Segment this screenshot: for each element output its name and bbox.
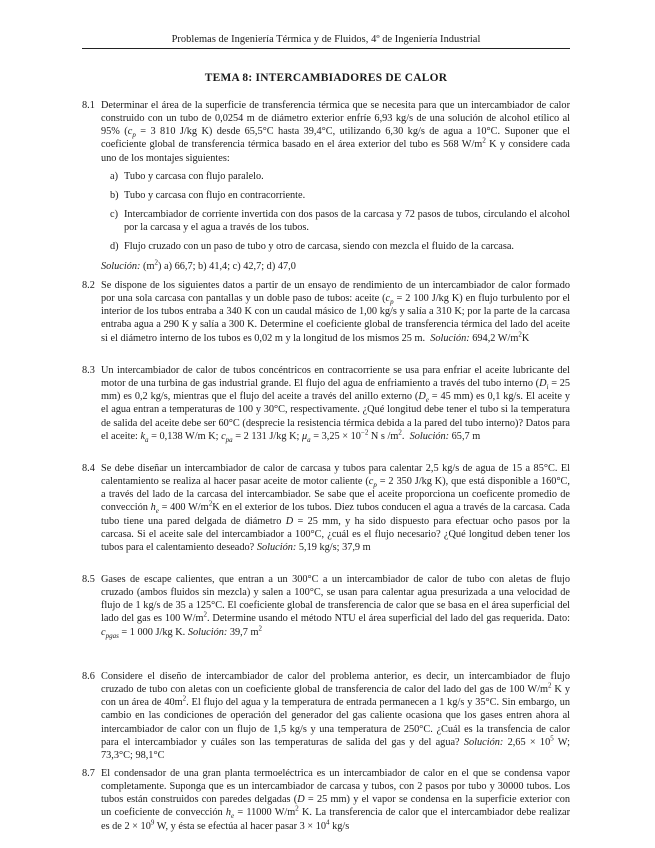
- sub-item: b) Tubo y carcasa con flujo en contracorriente.: [110, 189, 306, 201]
- problem-statement: Determinar el área de la superficie de transferencia térmica que se necesita para que un intercambiador de calor construido con un tubo de 0,0254 m de diámetro exterior enfríe 6,93 kg/s de una solución de alcohol etílico al 95% ($c_p = 3$ 810 J/kg K) desde 65,5°C hasta 39,4°C, utilizando 6,30 kg/s de agua a 10°C. Suponer que el coeficiente global de transferencia térmica basado en el área exterior del tubo es 568 $W/m^2$ K y considere cada uno de los montajes siguientes:: [101, 100, 570, 164]
- problem-number: 8.5: [82, 574, 95, 585]
- problem-8-1: [82, 99, 570, 273]
- page-header: Problemas de Ingeniería Térmica y de Fluidos, 4º de Ingeniería Industrial: [171, 34, 481, 45]
- problem-statement: Considere el diseño de intercambiador de calor del problema anterior, es decir, un intercambiador de flujo cruzado de tubo con aletas con un coeficiente global de transferencia de calor del lado del gas de 100 $W/m^2$ K y con un área de $40m^2$. El flujo del agua y la temperatura de entrada permanecen a 1 kg/s y 35°C. Sin embargo, un cambio en las condiciones de operación del generador del gas caliente ocasiona que los gases entren ahora al intercambiador de calor con un flujo de 1,5 kg/s y una temperatura de 250°C. ¿Cuál es la transfencia de calor para el intercambiador y cuáles son las temperaturas de salida del gas y del agua? Solución: $2,65 \times 10^5$ W; 73,3°C; 98,1°C: [101, 671, 570, 761]
- problem-statement: Se dispone de los siguientes datos a partir de un ensayo de rendimiento de un intercambiador de calor formado por una sola carcasa con pantallas y un doble paso de tubos: aceite ($c_p = 2$ 100 J/kg K) en flujo turbulento por el interior de los tubos entraba a 340 K con un caudal másico de 1,00 kg/s y salía a 310 K; por la parte de la carcasa entraba agua a 290 K y salía a 300 K. Determine el coeficiente global de transferencia térmica del lado del aceite si el diámetro interno de los tubos es 0,02 m y la longitud de los mismos 25 m. Solución: 694,2 $W/m^2K$: [101, 280, 570, 344]
- sub-item: d) Flujo cruzado con un paso de tubo y otro de carcasa, siendo con mezcla el fluido de la carcasa.: [110, 241, 514, 253]
- problem-statement: Un intercambiador de calor de tubos concéntricos en contracorriente se usa para enfriar el aceite lubricante del motor de una turbina de gas industrial grande. El flujo del agua de enfriamiento a través del tubo interno ($D_i = 25$ mm) es 0,2 kg/s, mientras que el flujo del aceite a través del anillo externo ($D_e = 45$ mm) es 0,1 kg/s. El aceite y el agua entran a temperaturas de 100 y 30°C, respectivamente. ¿Qué longitud debe tener el tubo si la temperatura de salida del aceite debe ser 60°C (desprecie la resistencia térmica debida a la pared del tubo interno)? Datos para el aceite: $k_a = 0,138$ W/m K; $c_{pa} = 2$ 131 J/kg K; $\mu_a = 3,25 \times 10^{-2}$ N s $/m^2$. Solución: 65,7 m: [101, 365, 570, 444]
- sub-item: c) Intercambiador de corriente invertida con dos pasos de la carcasa y 72 pasos de tubos, circulando el alcohol por la carcasa y el agua a través de los tubos.: [110, 209, 570, 234]
- problem-statement: Gases de escape calientes, que entran a un 300°C a un intercambiador de calor de tubo con aletas de flujo cruzado (ambos fluidos sin mezcla) y salen a 100°C, se usan para calentar agua presurizada a una velocidad de flujo de 1 kg/s de 35 a 125°C. El coeficiente global de transferencia de calor que se basa en el área superficial del lado del gas es 100 $W/m^2$. Determine usando el método NTU el área superficial del lado del gas requerida. Dato: $c_{pgas} = 1$ 000 J/kg K. Solución: 39,7 $m^2$: [101, 574, 570, 640]
- problem-statement: El condensador de una gran planta termoeléctrica es un intercambiador de calor en el que se condensa vapor completamente. Suponga que es un intercambiador de carcasa y tubos, con 2 pasos por tubo y 30000 tubos. Los tubos están construidos con paredes delgadas (D = 25 mm) y el vapor se condensa en la superficie exterior con un coeficiente de convección $h_e = 11000$ $W/m^2$ K. La transferencia de calor que el intercambiador debe realizar es de $2 \times 10^9$ W, y ésta se efectúa al hacer pasar $3 \times 10^4$ kg/s: [101, 768, 571, 832]
- problem-number: 8.2: [82, 280, 95, 291]
- sub-item: a) Tubo y carcasa con flujo paralelo.: [110, 170, 264, 182]
- problem-8-5: [82, 573, 570, 639]
- problem-8-2: [82, 279, 570, 345]
- problem-8-7: [82, 767, 570, 833]
- problem-8-3: [82, 364, 570, 443]
- problem-8-6: [82, 670, 570, 762]
- header-rule: [82, 48, 570, 49]
- problem-number: 8.7: [82, 768, 95, 779]
- problem-number: 8.1: [82, 100, 95, 111]
- problem-statement: Se debe diseñar un intercambiador de calor de carcasa y tubos para calentar 2,5 kg/s de agua de 15 a 85°C. El calentamiento se realiza al hacer pasar aceite de motor caliente ($c_p = 2$ 350 J/kg K), que está disponible a 160°C, a través del lado de la carcasa del intercambiador. Se sabe que el aceite proporciona un coeficente promedio de convección $h_e = 400$ $W/m^2K$ en el exterior de los tubos. Diez tubos conducen el agua a través de la carcasa. Cada tubo tiene una pared delgada de diámetro D = 25 mm, y ha sido dispuesto para efectuar ocho pasos por la carcasa. Si el aceite sale del intercambiador a 100°C, ¿cuál es el flujo necesario? ¿Qué longitud deben tener los tubos para el calentamiento deseado? Solución: 5,19 kg/s; 37,9 m: [101, 463, 570, 553]
- section-title: TEMA 8: INTERCAMBIADORES DE CALOR: [204, 72, 448, 84]
- sub-items: [101, 170, 570, 254]
- problem-number: 8.3: [82, 365, 95, 376]
- problem-number: 8.6: [82, 671, 95, 682]
- solution: Solución: $(m^2)$ a) 66,7; b) 41,4; c) 42,7; d) 47,0: [101, 258, 296, 272]
- problem-8-4: [82, 462, 570, 554]
- problem-number: 8.4: [82, 463, 95, 474]
